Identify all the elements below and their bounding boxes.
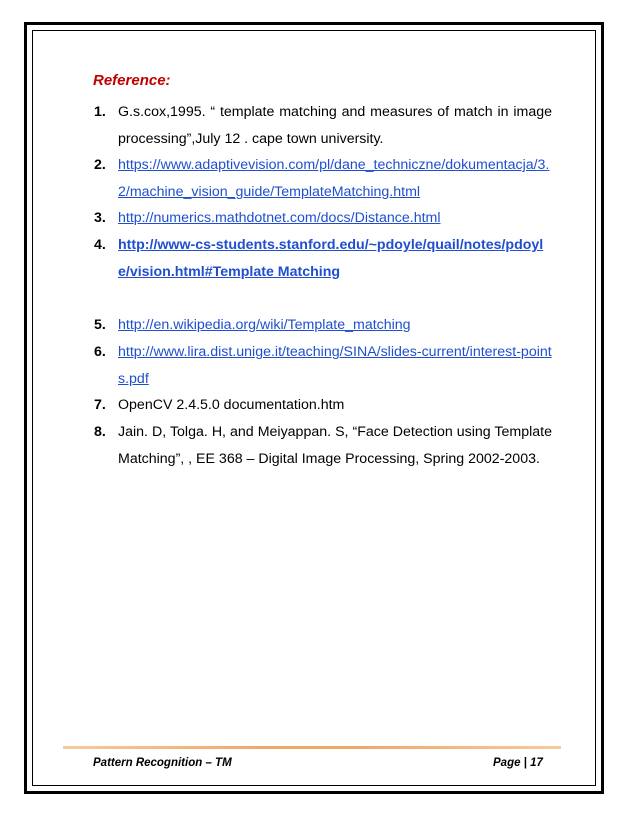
reference-number: 2. <box>94 157 106 173</box>
reference-item-3 <box>94 205 552 232</box>
reference-text: G.s.cox,1995. “ template matching and measures of match in image processing”,July 12 . cape town university. <box>118 104 552 147</box>
reference-link[interactable]: http://en.wikipedia.org/wiki/Template_matching <box>118 317 411 333</box>
reference-number: 1. <box>94 104 106 120</box>
footer-rule <box>63 746 561 749</box>
reference-link[interactable]: http://www.lira.dist.unige.it/teaching/SINA/slides-current/interest-points.pdf <box>118 344 552 387</box>
reference-item-6 <box>94 339 552 392</box>
reference-link[interactable]: https://www.adaptivevision.com/pl/dane_techniczne/dokumentacja/3.2/machine_vision_guide/TemplateMatching.html <box>118 157 550 200</box>
reference-heading: Reference: <box>93 72 171 89</box>
reference-number: 6. <box>94 344 106 360</box>
footer-title: Pattern Recognition – TM <box>93 757 232 769</box>
reference-text: OpenCV 2.4.5.0 documentation.htm <box>118 397 345 413</box>
reference-item-7 <box>94 392 552 419</box>
reference-item-2 <box>94 152 552 205</box>
reference-number: 5. <box>94 317 106 333</box>
reference-number: 3. <box>94 210 106 226</box>
page-number: Page | 17 <box>493 757 543 769</box>
reference-link[interactable]: http://numerics.mathdotnet.com/docs/Distance.html <box>118 210 441 226</box>
reference-number: 4. <box>94 237 106 253</box>
reference-number: 7. <box>94 397 106 413</box>
reference-item-4 <box>94 232 552 285</box>
reference-number: 8. <box>94 424 106 440</box>
reference-text: Jain. D, Tolga. H, and Meiyappan. S, “Face Detection using Template Matching”, , EE 368 – Digital Image Processing, Spring 2002-2003. <box>118 424 552 467</box>
reference-item-5 <box>94 312 552 339</box>
reference-link[interactable]: http://www-cs-students.stanford.edu/~pdoyle/quail/notes/pdoyle/vision.html#Template Matching <box>118 237 544 280</box>
reference-item-8 <box>94 419 552 472</box>
reference-item-1 <box>94 99 552 152</box>
